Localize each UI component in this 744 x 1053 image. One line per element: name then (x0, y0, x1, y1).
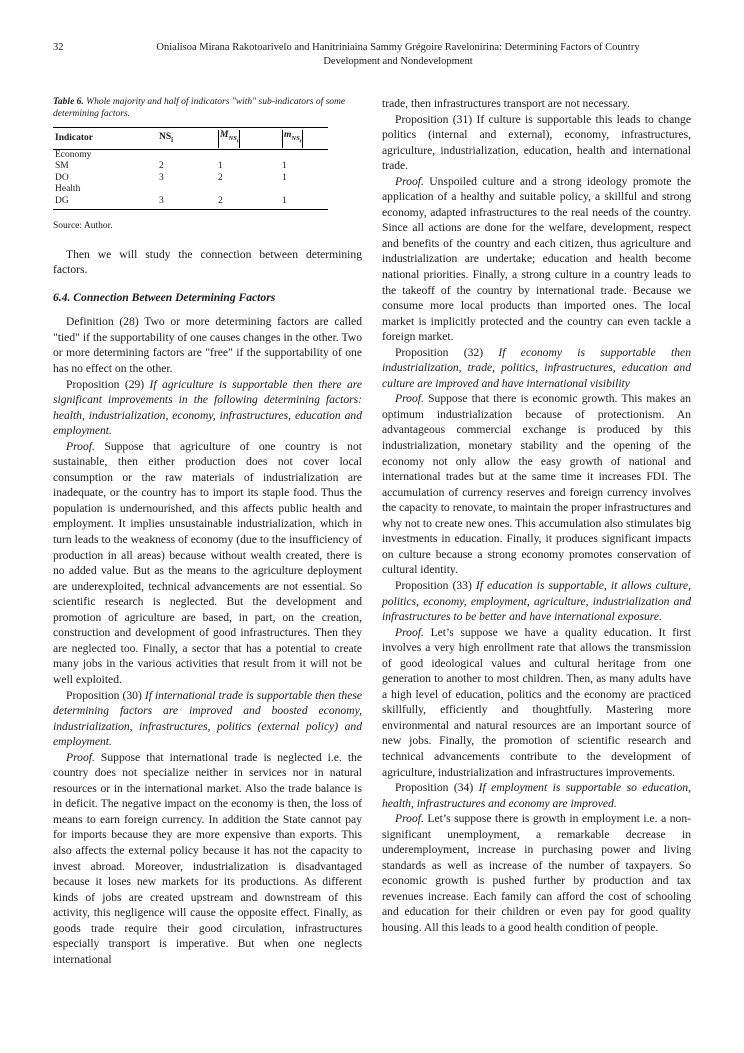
proof-29: Proof. Suppose that agriculture of one country is not sustainable, then either production does not cover local consumption or the raw materials of industrialization are inadequate, or the country has to import its staple food. Thus the population is undernourished, and this affects public health and employment. It implies unsustainable industrialization, which in turn leads to the weakness of economy (due to the insufficiency of production in all areas) because without wealth created, there is no added value. But as the means to the agriculture deployment are underexploited, technical advancements are not essential. So scientific research is neglected. But the development and promotion of agriculture are based, in part, on the creation, construction and development of good infrastructures. Then they are neglected too. Finally, a sector that has a potential to create many jobs in the various activities that result from it will not be well exploited. (53, 439, 362, 686)
paragraph: Then we will study the connection between determining factors. (53, 247, 362, 277)
table-cell: DO (55, 172, 69, 183)
table-caption-label: Table 6. (53, 97, 84, 107)
table-header-ns: $NS_i$ (157, 128, 216, 150)
definition-paragraph: Definition (28) Two or more determining factors are called "tied" if the supportability of one causes changes in the other. Two or more determining factors are "free" if the supportability of one has no effect on the other. (53, 315, 362, 376)
proposition-30: Proposition (30) If international trade is supportable then these determining factors are improved and boosted economy, industrialization, infrastructures, politics (external policy) and employment. (53, 688, 362, 749)
proof-32: Proof. Suppose that there is economic growth. This makes an optimum industrialization because of protectionism. An advantageous commercial exchange is produced by this industrialization, monetary stability and the opening of the economy not only allow the easy growth of national and international trades but at the same time it increases FDI. The accumulation of currency reserves and foreign currency involves the capacity to renovate, to maintain the proper infrastructures and why not to create new ones. This accumulation also stimulates big investments in education. Finally, it produces significant impacts on culture because a strong economy promotes conservation of cultural identity. (382, 392, 691, 577)
right-column (382, 96, 691, 936)
page-number: 32 (53, 42, 64, 53)
table-cell: Health (55, 184, 81, 195)
table-cell: SM (55, 161, 69, 172)
proposition-34: Proposition (34) If employment is supportable so education, health, infrastructures and economy are improved. (382, 781, 691, 810)
table-header-m-lower: $m_{NS_i}$ (280, 128, 328, 150)
proposition-33: Proposition (33) If education is supportable, it allows culture, politics, economy, employment, agriculture, industrialization and infrastructures to be better and have international exposure. (382, 578, 691, 624)
proposition-32: Proposition (32) If economy is supportable then industrialization, trade, politics, infrastructures, education and culture are improved and have international visibility (382, 345, 691, 390)
table-row (53, 184, 328, 196)
table-row (53, 149, 328, 161)
running-head-line2: Development and Nondevelopment (323, 56, 473, 67)
table-row: DO 3 2 1 (55, 172, 287, 183)
proposition-31: Proposition (31) If culture is supportable this leads to change politics (internal and external), economy, infrastructures, agriculture, industrialization, education, health and international trade. (382, 112, 691, 173)
table-row: SM 2 1 1 (55, 161, 287, 172)
indicator-table (53, 127, 328, 210)
table-source: Source: Author. (53, 221, 113, 232)
running-head (103, 41, 693, 69)
left-column (53, 96, 362, 967)
table-cell: Economy (55, 149, 92, 160)
table-caption (53, 96, 362, 120)
paragraph-continuation: trade, then infrastructures transport are not necessary. (382, 97, 630, 110)
table-caption-text: Whole majority and half of indicators "with" sub-indicators of some determining factors. (53, 97, 346, 119)
proposition-29: Proposition (29) If agriculture is supportable then there are significant improvements in the following determining factors: health, industrialization, economy, infrastructures, education and employment. (53, 377, 362, 438)
proof-30: Proof. Suppose that international trade is neglected i.e. the country does not specialize neither in services nor in natural resources or in the international market. Also the trade balance is in deficit. The negative impact on the economy is then, the loss of means to earn foreign currency. In addition the State cannot pay for imports because they are more expensive than exports. This also affects the external policy because it has not the capacity to invest abroad. Moreover, industrialization is disadvantaged because it loses new markets for its productions. As different kinds of jobs are created upstream and downstream of this activity, this negligence will cause the opposite effect. Finally, as goods trade require their good circulation, infrastructures especially transport is imperative. But when one neglects international (53, 750, 362, 966)
proof-33: Proof. Let’s suppose we have a quality education. It first involves a very high enrollment rate that allows the transmission of good ideological values and cultural heritage from one generation to another to most children. Then, as many adults have a high level of education, politics and the economy are practiced skillfully, efficiently and thoughtfully. Mastering more environmental and natural resources are an important source of new jobs. Finally, the promotion of scientific research and technical advancements contribute to the development of agriculture, industrialization and infrastructures improvements. (382, 625, 691, 779)
table-row: DG 3 2 1 (53, 196, 328, 210)
running-head-line1: Onialisoa Mirana Rakotoarivelo and Hanitriniaina Sammy Grégoire Ravelonirina: Determining Factors of Country (156, 42, 640, 53)
table-header-indicator: Indicator (53, 128, 157, 150)
proof-34: Proof. Let’s suppose there is growth in employment i.e. a non-significant unemployment, a remarkable decrease in underemployment, increase in purchasing power and living standards as well as increase of the number of taxpayers. So economic growth is pushed further by production and tax revenues increase. Each family can afford the cost of schooling and education for their children or even pay for good quality housing. All this leads to a good health condition of people. (382, 812, 691, 934)
table-cell: DG (53, 196, 157, 210)
table-header-m-upper: $M_{NS_i}$ (216, 128, 280, 150)
proof-31: Proof. Unspoiled culture and a strong ideology promote the application of a healthy and suitable policy, a skillful and strong economy, adapted infrastructures to the real needs of the country. Since all actions are done for the welfare, development, respect and benefits of the country and each citizen, thus agriculture and industrialization are undertake; education and health become national priorities. Finally, a strong culture in a country leads to the takeoff of the country by international trade. Because we consume more local products than imported ones. The local market is implicitly protected and the country can even tackle a foreign market. (382, 174, 691, 344)
section-heading: 6.4. Connection Between Determining Factors (53, 290, 276, 304)
